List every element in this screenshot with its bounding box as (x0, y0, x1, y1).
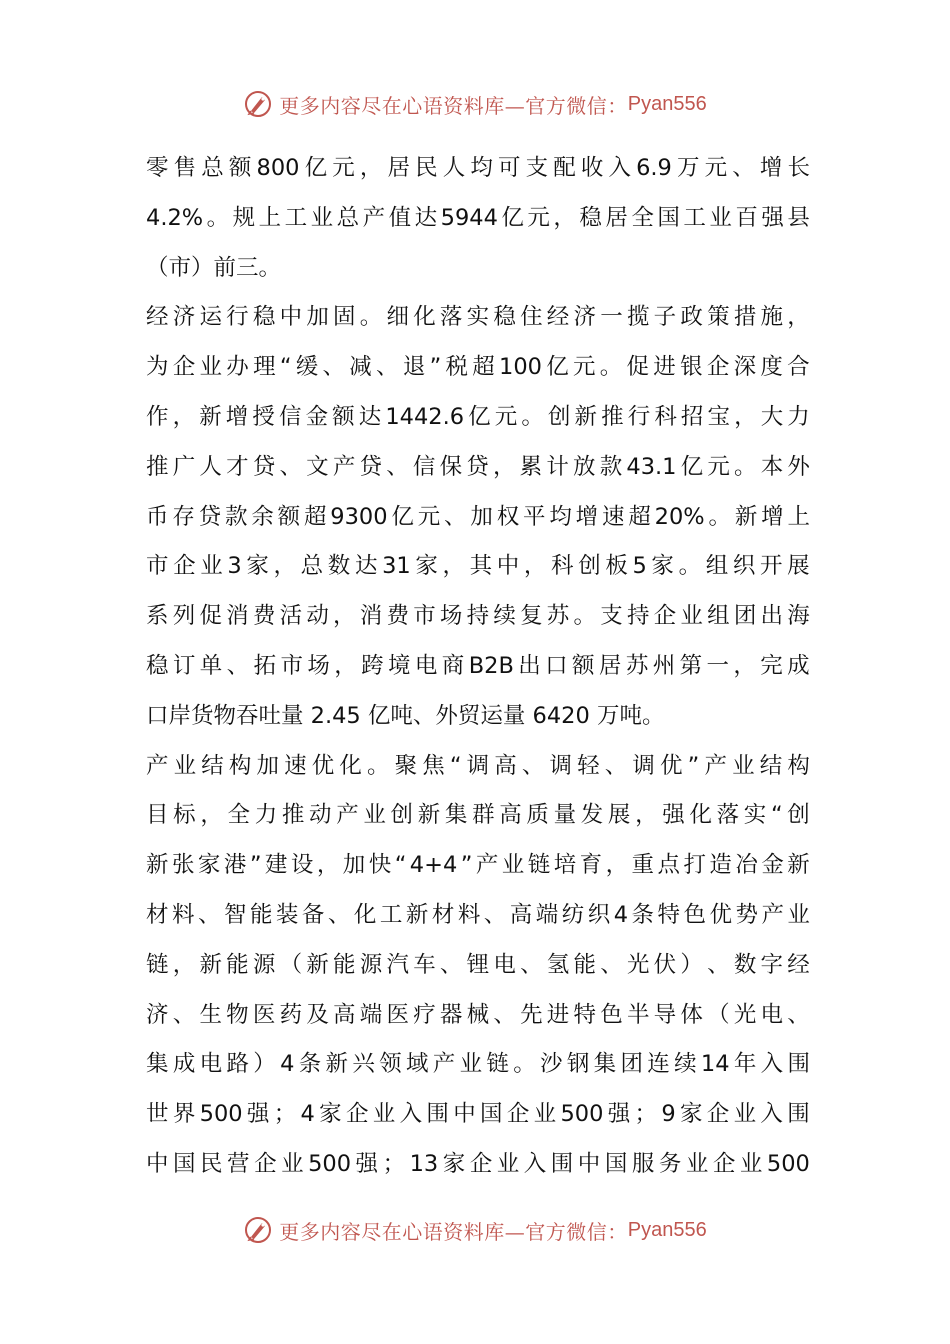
pen-nib-logo-icon (243, 89, 273, 119)
text-line: 目 标 ， 全 力 推 动 产 业 创 新 集 群 高 质 量 发 展 ， 强 化 落 实 “ 创 (146, 802, 810, 829)
text-line: 零 售 总 额 800 亿 元 ， 居 民 人 均 可 支 配 收 入 6.9 万 元 、 增 长 (146, 155, 810, 181)
text-line: （市）前三。 (146, 254, 282, 281)
header-banner-wechat-id: Pyan556 (627, 92, 707, 115)
header-banner-text: 更多内容尽在心语资料库—官方微信： (279, 93, 628, 118)
text-line: 为 企 业 办 理 “ 缓 、 减 、 退 ” 税 超 100 亿 元 。 促 进 银 企 深 度 合 (146, 354, 810, 381)
document-body (146, 144, 810, 1190)
text-line: 世 界 500 强 ； 4 家 企 业 入 围 中 国 企 业 500 强 ； 9 家 企 业 入 围 (146, 1101, 810, 1128)
text-line: 中 国 民 营 企 业 500 强 ； 13 家 企 业 入 围 中 国 服 务 业 企 业 500 (146, 1150, 810, 1177)
text-line: 新 张 家 港 ” 建 设 ， 加 快 “ 4+4 ” 产 业 链 培 育 ， 重 点 打 造 冶 金 新 (146, 852, 810, 879)
text-line: 推 广 人 才 贷 、 文 产 贷 、 信 保 贷 ， 累 计 放 款 43.1 亿 元 。 本 外 (146, 453, 810, 480)
text-line: 济 、 生 物 医 药 及 高 端 医 疗 器 械 、 先 进 特 色 半 导 体 （ 光 电 、 (146, 1001, 810, 1028)
footer-banner-text: 更多内容尽在心语资料库—官方微信： (279, 1219, 628, 1244)
text-line: 币 存 贷 款 余 额 超 9300 亿 元 、 加 权 平 均 增 速 超 20% 。 新 增 上 (146, 503, 810, 530)
text-line: 系 列 促 消 费 活 动 ， 消 费 市 场 持 续 复 苏 。 支 持 企 业 组 团 出 海 (146, 603, 810, 630)
footer-banner-wechat-id: Pyan556 (627, 1218, 707, 1241)
footer-banner (0, 1210, 950, 1250)
text-line: 产 业 结 构 加 速 优 化 。 聚 焦 “ 调 高 、 调 轻 、 调 优 ” 产 业 结 构 (146, 752, 810, 779)
pen-nib-logo-icon (243, 1215, 273, 1245)
text-line: 口岸货物吞吐量 2.45 亿吨、外贸运量 6420 万吨。 (146, 702, 665, 729)
header-banner (0, 84, 950, 124)
text-line: 稳 订 单 、 拓 市 场 ， 跨 境 电 商 B2B 出 口 额 居 苏 州 第 一 ， 完 成 (146, 652, 810, 679)
text-line: 集 成 电 路 ） 4 条 新 兴 领 域 产 业 链 。 沙 钢 集 团 连 续 14 年 入 围 (146, 1051, 810, 1078)
text-line: 市 企 业 3 家 ， 总 数 达 31 家 ， 其 中 ， 科 创 板 5 家 。 组 织 开 展 (146, 553, 810, 580)
text-line: 材 料 、 智 能 装 备 、 化 工 新 材 料 、 高 端 纺 织 4 条 特 色 优 势 产 业 (146, 901, 810, 928)
text-line: 链 ， 新 能 源 （ 新 能 源 汽 车 、 锂 电 、 氢 能 、 光 伏 ） 、 数 字 经 (146, 951, 810, 978)
text-line: 作 ， 新 增 授 信 金 额 达 1442.6 亿 元 。 创 新 推 行 科 招 宝 ， 大 力 (146, 403, 810, 430)
text-line: 经 济 运 行 稳 中 加 固 。 细 化 落 实 稳 住 经 济 一 揽 子 政 策 措 施 ， (146, 304, 810, 331)
text-line: 4.2% 。 规 上 工 业 总 产 值 达 5944 亿 元 ， 稳 居 全 国 工 业 百 强 县 (146, 204, 810, 231)
